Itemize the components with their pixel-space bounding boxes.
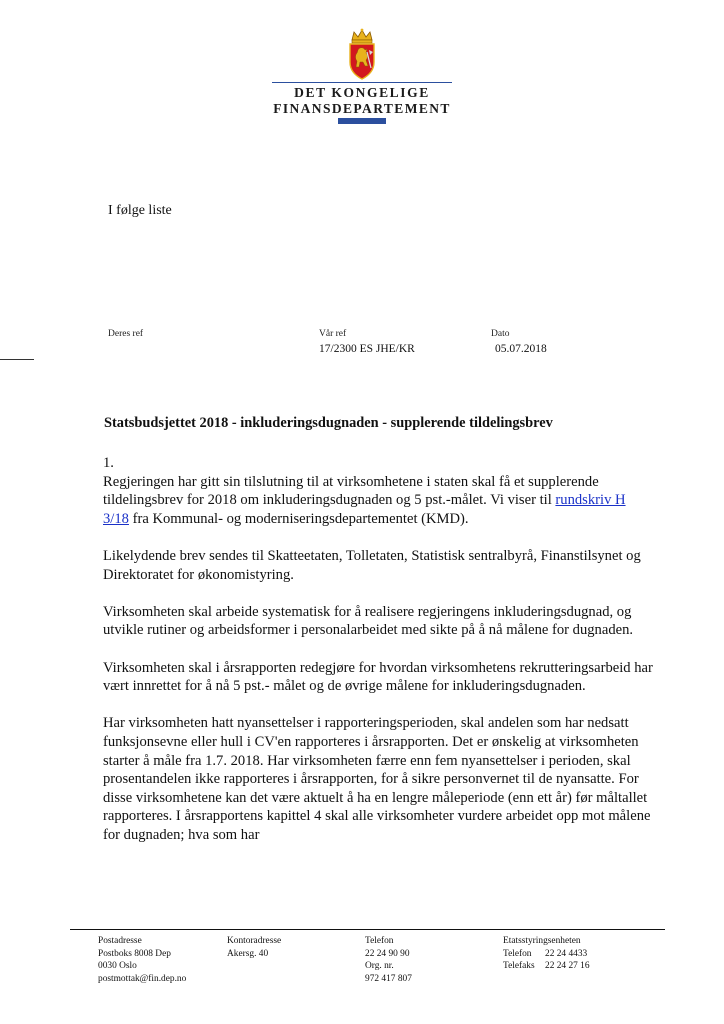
department-name-line2: FINANSDEPARTEMENT — [273, 101, 451, 116]
paragraph-5: Har virksomheten hatt nyansettelser i rapporteringsperioden, skal andelen som har nedsatt funksjonsevne eller hull i CV'en rapporteres i årsrapporten. Det er ønskelig at virksomheten starter å måle fra 1.7. 2018. Har virksomheten færre enn fem nyansettelser i perioden, skal prosentandelen ikke rapporteres i årsrapporten, for å sikre personvernet til de nyansatte. For disse virksomhetene kan det være aktuelt å ha en lengre måleperiode (enn ett år) før måltallet rapporteres. I årsrapportens kapittel 4 skal alle virksomheter vurdere arbeidet opp mot målene for dugnaden; hva som har — [103, 715, 651, 843]
rundskriv-link[interactable]: rundskriv H 3/18 — [103, 492, 626, 527]
var-ref-label: Vår ref — [319, 329, 347, 339]
department-name-line1: DET KONGELIGE — [294, 85, 430, 100]
coat-of-arms-icon — [343, 28, 381, 80]
footer-phone-number: 22 24 90 90 — [365, 948, 410, 959]
letterhead-bar — [338, 118, 386, 124]
footer-unit-label: Etatsstyringsenheten — [503, 936, 581, 946]
letter-subject: Statsbudsjettet 2018 - inkluderingsdugnaden - supplerende tildelingsbrev — [104, 415, 553, 431]
paragraph-2: Likelydende brev sendes til Skatteetaten, Tolletaten, Statistisk sentralbyrå, Finanstilsynet og Direktoratet for økonomistyring. — [103, 547, 641, 583]
footer-office-line1: Akersg. 40 — [227, 948, 269, 959]
footer-unit-fax — [503, 960, 590, 973]
footer-unit-phone — [503, 948, 590, 961]
paragraph-4: Virksomheten skal i årsrapporten redegjøre for hvordan virksomhetens rekrutteringsarbeid har vært innrettet for å nå 5 pst.- målet og de øvrige målene for inkluderingsdugnaden. — [103, 659, 653, 695]
footer-unit — [503, 935, 590, 973]
footer-unit-fax-value: 22 24 27 16 — [545, 961, 590, 972]
footer-postal-line1: Postboks 8008 Dep — [98, 948, 171, 959]
footer-unit-phone-value: 22 24 4433 — [545, 948, 588, 959]
letterhead — [272, 28, 452, 128]
deres-ref-label: Deres ref — [108, 329, 144, 339]
footer-rule — [70, 929, 665, 930]
footer-office-label: Kontoradresse — [227, 936, 282, 946]
footer-postal-email: postmottak@fin.dep.no — [98, 973, 187, 984]
fold-mark — [0, 359, 34, 360]
footer-unit-phone-label: Telefon — [503, 948, 532, 959]
footer-phone-label: Telefon — [365, 936, 394, 946]
dato-value: 05.07.2018 — [495, 343, 547, 355]
footer-office — [227, 935, 281, 960]
footer-phone — [365, 935, 412, 985]
footer-postal-line2: 0030 Oslo — [98, 961, 137, 972]
dato-label: Dato — [491, 329, 510, 339]
recipient: I følge liste — [108, 203, 172, 218]
footer-orgnr-value: 972 417 807 — [365, 973, 412, 984]
section-number: 1. — [103, 455, 114, 471]
footer-unit-fax-label: Telefaks — [503, 961, 535, 972]
letter-body — [103, 454, 653, 863]
paragraph-1 — [103, 473, 653, 529]
paragraph-1-text: Regjeringen har gitt sin tilslutning til at virksomhetene i staten skal få et supplerende tildelingsbrev for 2018 om inkluderingsdugnaden og 5 pst.-målet. Vi viser til — [103, 473, 599, 509]
footer-postal — [98, 935, 186, 985]
paragraph-1-tail: fra Kommunal- og moderniseringsdepartementet (KMD). — [128, 510, 469, 527]
paragraph-3: Virksomheten skal arbeide systematisk for å realisere regjeringens inkluderingsdugnad, og utvikle rutiner og arbeidsformer i personalarbeidet med sikte på å nå målene for dugnaden. — [103, 603, 634, 639]
footer-postal-label: Postadresse — [98, 936, 142, 946]
footer-orgnr-label: Org. nr. — [365, 961, 394, 972]
var-ref-value: 17/2300 ES JHE/KR — [319, 343, 415, 355]
